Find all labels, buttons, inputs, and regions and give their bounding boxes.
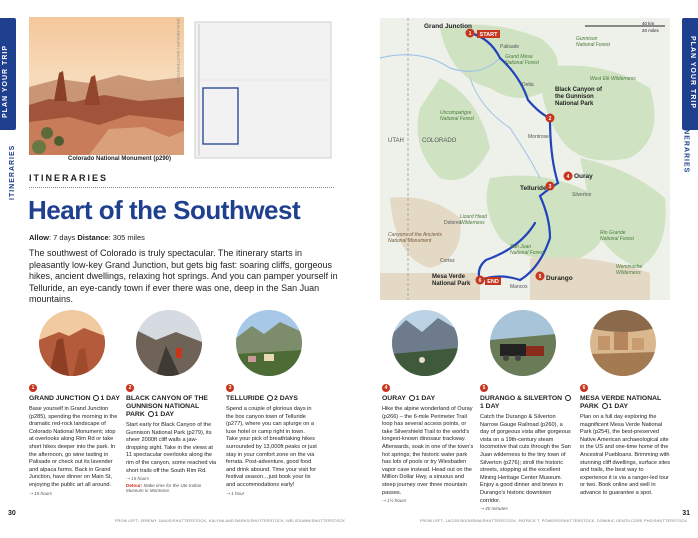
stop-body: Start early for Black Canyon of the Gunnison National Park (p279), its sheer 2000ft cliff walls a jaw-dropping sight. Take in the views at 11 spectacular overlooks along the rim of the canyon, some reached via short trails off the South Rim Rd. — [126, 422, 217, 474]
stop-card — [382, 310, 474, 504]
drive-time — [226, 491, 318, 497]
svg-text:Uncompahgre: Uncompahgre — [440, 110, 472, 116]
svg-text:5: 5 — [538, 274, 542, 280]
stop-days: 1 DAY — [100, 395, 120, 402]
svg-text:Black Canyon of: Black Canyon of — [555, 87, 603, 93]
svg-text:20 miles: 20 miles — [642, 28, 659, 33]
svg-text:Rio Grande: Rio Grande — [600, 230, 626, 236]
kicker-divider — [29, 187, 334, 188]
detour-label: Detour: — [126, 483, 143, 489]
svg-text:Palisade: Palisade — [500, 44, 520, 50]
stop-heading — [226, 395, 318, 403]
drive-time — [382, 498, 474, 504]
stop-number: 5 — [480, 384, 488, 392]
detour-text: Make time for the Ute Indian Museum in Montrose. — [126, 483, 202, 494]
stop-days: 1 DAY — [415, 395, 436, 402]
right-section-tab — [676, 0, 698, 300]
stop-number: 6 — [580, 384, 588, 392]
svg-text:Durango: Durango — [546, 275, 573, 282]
tab-label: PLAN YOUR TRIP — [689, 36, 696, 109]
stop-number: 3 — [226, 384, 234, 392]
stop-heading — [480, 395, 572, 411]
stop-body: Hike the alpine wonderland of Ouray (p266) – the 6-mile Perimeter Trail loop has several access points, or take Silvershield Trail to the world's longest-known dinosaur trackway. Afterwards, soak in one of the town's hot springs; the historic water park has lots of pools or try Wiesbaden vapor cave instead. Head out on the Million Dollar Hwy, a sinuous and steep journey over three mountain passes. — [382, 406, 474, 496]
drive-time — [480, 506, 572, 512]
tab-section: ITINERARIES — [682, 118, 689, 174]
car-icon: ⇢ — [480, 506, 484, 512]
distance-label: Distance — [77, 233, 109, 242]
intro-paragraph: The southwest of Colorado is truly spectacular. The itinerary starts in pleasantly low-key Grand Junction, but gets big fast: soaring cliffs, gorgeous hikes, ancient dwellings, relaxing hot springs. And you can pamper yourself in Telluride, an eye-candy town if ever there was one, deep in the San Juan mountains. — [29, 248, 338, 304]
page-title: Heart of the Southwest — [28, 195, 301, 225]
stop-name: GRAND JUNCTION — [29, 395, 91, 402]
map-start: START — [479, 32, 498, 38]
stop-heading — [126, 395, 218, 419]
hero-caption: Colorado National Monument (p290) — [68, 156, 172, 162]
stop-number: 4 — [382, 384, 390, 392]
stop-number: 1 — [29, 384, 37, 392]
svg-text:Wilderness: Wilderness — [616, 270, 641, 276]
stop-photo — [39, 310, 105, 376]
map-end: END — [487, 279, 499, 285]
svg-text:National Forest: National Forest — [505, 60, 539, 66]
allow-label: Allow — [29, 233, 49, 242]
tab-label: PLAN YOUR TRIP — [2, 45, 9, 118]
map-stop-4 — [564, 172, 573, 181]
drive-value: 1½ hours — [387, 498, 407, 504]
svg-text:Montrose: Montrose — [528, 134, 549, 140]
stop-photo — [590, 310, 656, 376]
stop-heading — [29, 395, 121, 403]
svg-text:Ouray: Ouray — [574, 173, 593, 180]
stop-photo — [136, 310, 202, 376]
svg-text:COLORADO: COLORADO — [422, 138, 457, 144]
stop-name: TELLURIDE — [226, 395, 265, 402]
stop-name: DURANGO & SILVERTON — [480, 395, 563, 402]
stop-heading — [580, 395, 672, 411]
stop-body: Base yourself in Grand Junction (p285), spending the morning in the dramatic red-rock landscape of Colorado National Monument; stop at overlooks along Rim Rd or take short hikes deeper into the park. In the afternoon, go wine tasting in Palisade or check out its lavender and alpaca farms. Back in Grand Junction, have dinner on Main St, enjoying the public art all around. — [29, 406, 118, 488]
stop-heading — [382, 395, 474, 403]
photo-credits-right: FROM LEFT: JACOB BOOMSMA/SHUTTERSTOCK, PATRICK T. POWERS/SHUTTERSTOCK, DOMINIC GENTILCORE PHD/SHUTTERSTOCK — [420, 519, 688, 523]
drive-value: 15 hours — [131, 476, 150, 482]
clock-icon — [565, 395, 571, 401]
stop-days: 2 DAYS — [274, 395, 298, 402]
svg-text:Delta: Delta — [522, 82, 534, 88]
stop-card — [226, 310, 318, 497]
map-stop-2 — [546, 114, 555, 123]
svg-text:National Forest: National Forest — [510, 250, 544, 256]
photo-credits-left: FROM LEFT: JEREMY JANUS/SHUTTERSTOCK, KALYNA AND BARKS/SHUTTERSTOCK, MELISSAMN/SHUTTERSTOCK — [115, 519, 346, 523]
stop-photo — [490, 310, 556, 376]
distance-value: : 305 miles — [108, 233, 145, 242]
stop-days: 1 DAY — [608, 403, 629, 410]
page-number-left: 30 — [8, 510, 16, 517]
map-stop-3 — [546, 182, 555, 191]
clock-icon — [93, 395, 99, 401]
svg-text:San Juan: San Juan — [510, 244, 532, 250]
stop-days: 1 DAY — [154, 411, 175, 418]
svg-text:Mancos: Mancos — [510, 284, 528, 290]
svg-text:UTAH: UTAH — [388, 138, 404, 144]
section-kicker: ITINERARIES — [29, 173, 109, 183]
drive-value: 1 hour — [231, 490, 245, 496]
stop-name: BLACK CANYON OF THE GUNNISON NATIONAL PARK — [126, 395, 208, 418]
car-icon: ⇢ — [29, 490, 33, 496]
allow-value: : 7 days — [49, 233, 78, 242]
stop-number: 2 — [126, 384, 134, 392]
svg-text:National Forest: National Forest — [440, 116, 474, 122]
clock-icon — [148, 411, 154, 417]
stop-card — [126, 310, 218, 493]
drive-time — [29, 491, 121, 497]
drive-value: 40 minutes — [485, 506, 508, 512]
svg-text:Canyons of the Ancients: Canyons of the Ancients — [388, 232, 443, 238]
svg-text:National Forest: National Forest — [600, 236, 634, 242]
svg-text:Weminuche: Weminuche — [616, 264, 643, 270]
stop-name: MESA VERDE NATIONAL PARK — [580, 395, 662, 410]
stop-body: Plan on a full day exploring the magnificent Mesa Verde National Park (p254), the best-preserved Native American archaeological site in the US and one-time home of the Ancestral Puebloans. Brimming with stunning cliff dwellings, surface sites and trails, the best way to experience it is via a ranger-led tour or two. Book online and well in advance to guarantee a spot. — [580, 414, 671, 496]
svg-text:Grand Mesa: Grand Mesa — [505, 54, 533, 60]
car-icon: ⇢ — [382, 498, 386, 504]
detour-note — [126, 483, 218, 493]
svg-text:Lizard Head: Lizard Head — [460, 214, 487, 220]
clock-icon — [602, 403, 608, 409]
stop-card — [480, 310, 572, 512]
svg-text:Mesa Verde: Mesa Verde — [432, 274, 466, 280]
photo-credit: JOHN ZIEGLER / SHUTTERSTOCK — [176, 18, 181, 84]
svg-text:Silverton: Silverton — [572, 192, 592, 198]
car-icon: ⇢ — [226, 490, 230, 496]
stop-photo — [236, 310, 302, 376]
tab-section: ITINERARIES — [9, 144, 16, 200]
svg-text:National Monument: National Monument — [388, 238, 432, 244]
svg-text:Gunnison: Gunnison — [576, 36, 598, 42]
clock-icon — [267, 395, 273, 401]
clock-icon — [409, 395, 415, 401]
svg-text:Dolores: Dolores — [444, 220, 462, 226]
svg-text:National Park: National Park — [432, 281, 471, 287]
stop-photo — [392, 310, 458, 376]
svg-text:1: 1 — [468, 31, 472, 37]
svg-text:40 km: 40 km — [642, 21, 655, 26]
svg-text:Grand Junction: Grand Junction — [424, 23, 473, 30]
svg-text:4: 4 — [566, 174, 570, 180]
left-section-tab — [0, 0, 22, 300]
hero-photo — [29, 17, 184, 155]
svg-text:2: 2 — [548, 116, 552, 122]
locator-map — [193, 20, 333, 160]
route-map — [380, 18, 670, 300]
stop-body: Catch the Durango & Silverton Narrow Gauge Railroad (p260), a day of gorgeous vista after gorgeous vista on a 19th-century steam locomotive that cuts through the San Juan wilderness to the tiny town of Silverton (p276); stroll the historic streets, stopping at the excellent Mining Heritage Center Museum. Enjoy a good dinner and brews in Durango's historic downtown corridor. — [480, 414, 571, 504]
stop-name: OURAY — [382, 395, 406, 402]
svg-text:National Park: National Park — [555, 101, 594, 107]
svg-text:Telluride: Telluride — [520, 185, 547, 192]
drive-value: 15 hours — [34, 490, 53, 496]
map-stop-6 — [476, 276, 485, 285]
stop-days: 1 DAY — [480, 403, 500, 410]
svg-text:Wilderness: Wilderness — [460, 220, 485, 226]
drive-time — [126, 476, 218, 482]
svg-text:Cortez: Cortez — [440, 258, 455, 264]
stop-card — [580, 310, 672, 498]
svg-text:6: 6 — [478, 278, 482, 284]
svg-text:3: 3 — [548, 184, 552, 190]
svg-text:the Gunnison: the Gunnison — [555, 94, 594, 100]
svg-text:National Forest: National Forest — [576, 42, 610, 48]
stop-card — [29, 310, 121, 497]
trip-meta — [29, 233, 145, 242]
page-number-right: 31 — [682, 510, 690, 517]
svg-text:West Elk Wilderness: West Elk Wilderness — [590, 76, 636, 82]
stop-body: Spend a couple of glorious days in the box canyon town of Telluride (p277), where you can splurge on a luxe hotel or camp right in town. Take your pick of breathtaking hikes surrounded by 13,000ft peaks or just stay in your comfort zone on the via ferrata. Post-adventure, good food and drink abound. Time your visit for festival season…just book your tix and accommodations early! — [226, 406, 317, 488]
map-stop-5 — [536, 272, 545, 281]
car-icon: ⇢ — [126, 476, 130, 482]
